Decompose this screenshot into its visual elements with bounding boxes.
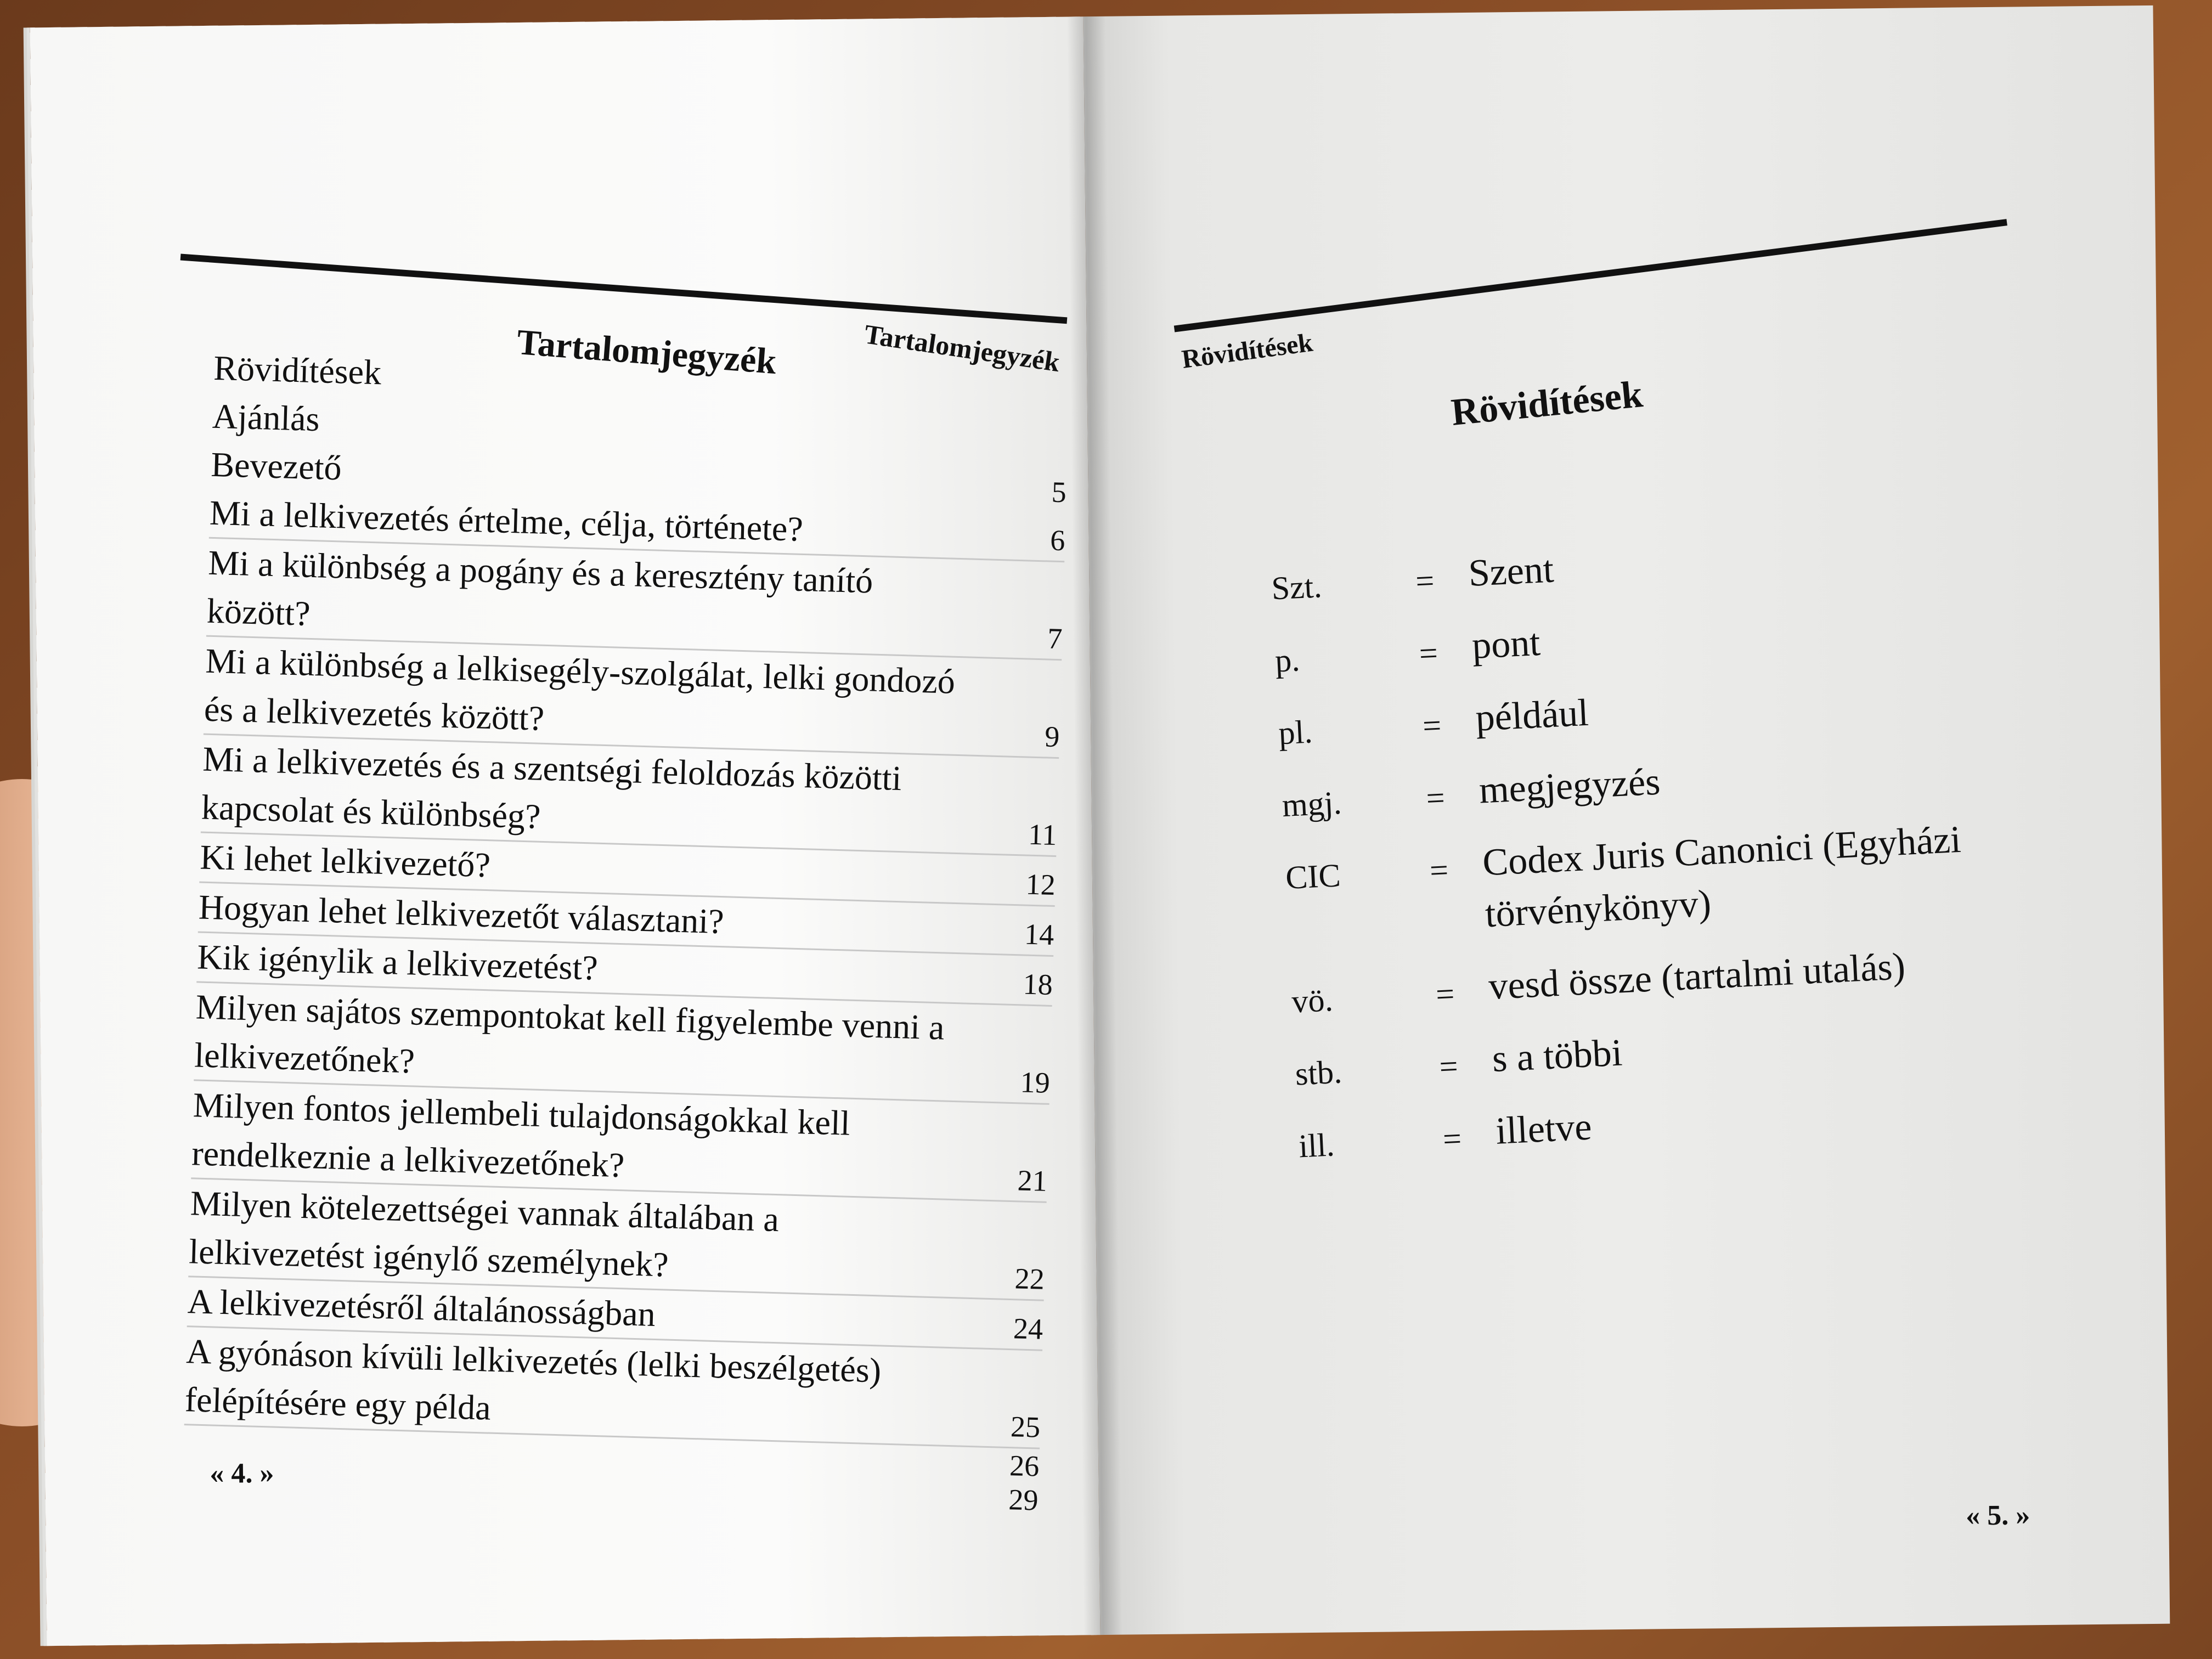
toc-entry-page: 26 <box>1009 1449 1040 1483</box>
meaning: s a többi <box>1491 1031 1623 1080</box>
abbreviation: mgj. <box>1281 784 1342 824</box>
toc-entry-text: Ki lehet lelkivezető? <box>199 837 491 885</box>
meaning: például <box>1474 691 1590 740</box>
abbreviation-row <box>1273 592 2043 681</box>
abbreviation-row <box>1280 737 2050 826</box>
abbreviation-row <box>1270 520 2040 609</box>
page-title: Rövidítések <box>1449 373 1645 434</box>
toc-entry-page: 29 <box>1008 1483 1039 1517</box>
toc-entry-page: 18 <box>1022 967 1053 1001</box>
toc-entry-page: 6 <box>1049 523 1066 557</box>
abbreviation: ill. <box>1297 1126 1335 1165</box>
toc-entry-page: 5 <box>1051 475 1067 509</box>
toc-entry-text: Kik igénylik a lelkivezetést? <box>196 937 599 988</box>
running-head: Tartalomjegyzék <box>862 318 1062 378</box>
page-number: « 4. » <box>209 1457 274 1490</box>
toc-entry-page: 25 <box>1010 1410 1041 1444</box>
abbreviation-row <box>1294 1006 2063 1094</box>
toc-entry-page: 14 <box>1024 917 1055 951</box>
page-number: « 5. » <box>1965 1499 2030 1532</box>
toc-entry-page: 21 <box>1017 1164 1048 1198</box>
meaning: vesd össze (tartalmi utalás) <box>1487 945 1906 1008</box>
abbreviation: pl. <box>1277 713 1313 752</box>
meaning: megjegyzés <box>1478 760 1661 812</box>
abbreviation-row <box>1297 1078 2067 1167</box>
abbreviation: vö. <box>1290 981 1334 1020</box>
meaning: pont <box>1471 621 1542 667</box>
toc-entry-page: 9 <box>1044 720 1060 754</box>
equals-sign: = <box>1418 635 1439 672</box>
left-page <box>30 16 1101 1646</box>
right-page <box>1084 5 2170 1635</box>
header-rule <box>1174 219 2007 332</box>
toc-entry-text: Milyen fontos jellembeli tulajdonságokkal kell rendelkeznie a lelkivezetőnek? <box>191 1085 851 1185</box>
toc-entry-text: Milyen sajátos szempontokat kell figyelembe venni a lelkivezetőnek? <box>194 987 945 1081</box>
header-rule <box>180 254 1068 324</box>
toc-entry-page: 11 <box>1028 817 1058 852</box>
abbreviation-row <box>1284 810 2057 950</box>
page-title: Tartalomjegyzék <box>515 322 778 382</box>
toc-entry-text: Hogyan lehet lelkivezetőt választani? <box>198 887 725 941</box>
equals-sign: = <box>1421 707 1442 744</box>
equals-sign: = <box>1438 1048 1459 1085</box>
toc-entry-page: 19 <box>1019 1065 1051 1099</box>
open-booklet <box>30 5 2170 1646</box>
abbreviation: CIC <box>1284 857 1341 896</box>
toc-entry-text: Milyen kötelezettségei vannak általában a lelkivezetést igénylő személynek? <box>188 1183 780 1284</box>
abbreviation: p. <box>1274 641 1301 679</box>
toc-entry-page: 7 <box>1047 622 1063 656</box>
abbreviation-row <box>1277 665 2047 754</box>
abbreviation-list <box>1270 520 2068 1188</box>
toc-entry-text: Rövidítések <box>213 348 382 392</box>
toc-entry-page: 12 <box>1025 867 1056 902</box>
toc-entry-text: Mi a lelkivezetés és a szentségi feloldozás közötti kapcsolat és különbség? <box>201 739 902 836</box>
equals-sign: = <box>1429 851 1449 889</box>
meaning: illetve <box>1494 1105 1593 1153</box>
running-head: Rövidítések <box>1180 328 1314 374</box>
equals-sign: = <box>1435 975 1455 1013</box>
meaning: Szent <box>1467 548 1555 595</box>
equals-sign: = <box>1442 1120 1463 1158</box>
toc-entry-page: 22 <box>1014 1262 1045 1296</box>
toc-entry-page: 24 <box>1013 1312 1043 1346</box>
toc-entry-text: A gyónáson kívüli lelkivezetés (lelki beszélgetés) felépítésére egy példa <box>184 1331 882 1427</box>
abbreviation: stb. <box>1294 1053 1343 1092</box>
equals-sign: = <box>1425 779 1446 817</box>
abbreviation-row <box>1290 933 2060 1022</box>
toc-entry-text: Ajánlás <box>212 396 320 439</box>
abbreviation: Szt. <box>1271 568 1323 607</box>
equals-sign: = <box>1414 562 1435 600</box>
toc-entry-text: Bevezető <box>210 444 342 488</box>
toc-entry-text: Mi a lelkivezetés értelme, célja, története? <box>209 493 804 549</box>
meaning: Codex Juris Canonici (Egyházi törvénykönyv) <box>1481 818 1962 936</box>
toc-entry-text: Mi a különbség a lelkisegély-szolgálat, lelki gondozó és a lelkivezetés között? <box>204 641 956 738</box>
toc-entry-text: Mi a különbség a pogány és a keresztény tanító között? <box>206 543 874 633</box>
table-of-contents <box>182 344 1070 1521</box>
toc-entry-text: A lelkivezetésről általánosságban <box>187 1282 656 1334</box>
